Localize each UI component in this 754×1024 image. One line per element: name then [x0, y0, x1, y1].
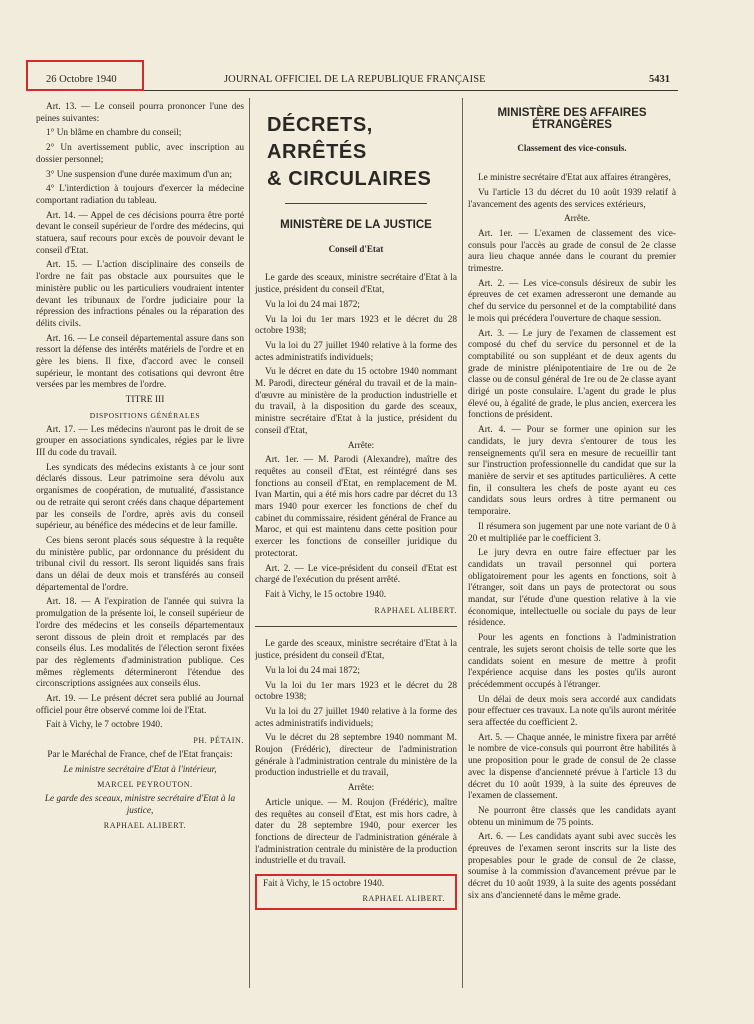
paragraph: Art. 14. — Appel de ces décisions pourra être porté devant le conseil supérieur de l'ordre des médecins, qui statuera, sauf recours pour excès de pouvoir devant le conseil d'Etat. [36, 210, 244, 256]
paragraph: Le garde des sceaux, ministre secrétaire d'Etat à la justice, président du conseil d'Etat, [255, 639, 457, 662]
divider [255, 626, 457, 627]
column-divider [462, 98, 463, 988]
column-left [36, 102, 244, 982]
paragraph: Art. 15. — L'action disciplinaire des conseils de l'ordre ne fait pas obstacle aux poursuites que le ministère public ou les particuliers voudraient intenter devant les tribunaux de l'ordre judiciaire pour la répression des infractions pénales ou la réparation des délits civils. [36, 260, 244, 329]
paragraph: Art. 13. — Le conseil pourra prononcer l'une des peines suivantes: [36, 102, 244, 124]
paragraph: Vu le décret en date du 15 octobre 1940 nommant M. Parodi, directeur général du travail et de la main-d'œuvre au ministère de la production industrielle et du travail, à la disposition du garde des sceaux, ministre secrétaire d'Etat à la justice, président du conseil d'Etat, [255, 367, 457, 436]
paragraph: Arrête: [347, 440, 375, 451]
highlight-box-date [26, 60, 144, 91]
paragraph: Vu l'article 13 du décret du 10 août 1939 relatif à l'avancement des agents des services extérieurs, [468, 187, 676, 210]
signature: RAPHAEL ALIBERT. [374, 605, 457, 615]
paragraph: Art. 3. — Le jury de l'examen de classement est composé du chef du service du personnel et de la comptabilité ou son suppléant et de deux agents du grade de ministre plénipotentiaire de 1re ou de 2e classe ou de consul général de 1re ou de 2e classe ayant dirigé un poste consulaire. L'agent du grade le plus élevé ou, à égalité de grade, le plus ancien, exercera les fonctions de président. [468, 328, 676, 421]
paragraph: Le ministre secrétaire d'Etat aux affaires étrangères, [478, 173, 671, 184]
subsection-heading: Classement des vice-consuls. [517, 143, 627, 154]
signature: RAPHAEL ALIBERT. [362, 893, 445, 903]
column-divider [249, 98, 250, 988]
signature: MARCEL PEYROUTON. [97, 780, 193, 790]
paragraph: Vu la loi du 27 juillet 1940 relative à la forme des actes administratifs individuels; [255, 340, 457, 363]
section-subheading: DISPOSITIONS GÉNÉRALES [89, 410, 201, 420]
paragraph: 3° Une suspension d'une durée maximum d'un an; [46, 169, 233, 180]
paragraph: Vu la loi du 24 mai 1872; [265, 299, 360, 310]
paragraph: Art. 4. — Pour se former une opinion sur les candidats, le jury devra s'entourer de tous les renseignements qu'il sera en mesure de recueillir tant sur l'instruction professionnelle du candidat que sur la manière de servir et ses aptitudes particulières. A cette fin, il consultera les chefs de poste ayant eu ces candidats sous leurs ordres à titre permanent ou temporaire. [468, 425, 676, 518]
paragraph: Ne pourront être classés que les candidats ayant obtenu un minimum de 75 points. [468, 805, 676, 828]
ministry-heading: MINISTÈRE DE LA JUSTICE [280, 219, 432, 231]
page-number: 5431 [649, 74, 670, 85]
paragraph: Le ministre secrétaire d'Etat à l'intérieur, [63, 764, 217, 775]
paragraph: 1° Un blâme en chambre du conseil; [46, 128, 182, 139]
paragraph: Pour les agents en fonctions à l'administration centrale, les sujets seront choisis de telle sorte que les candidats soient en mesure de mettre à profit l'expérience acquise dans les postes qu'ils auront précédemment occupés à l'étranger. [468, 633, 676, 690]
journal-title: JOURNAL OFFICIEL DE LA REPUBLIQUE FRANÇAISE [224, 74, 486, 85]
paragraph: Art. 1er. — L'examen de classement des vice-consuls pour l'accès au grade de consul de 2e classe aura lieu chaque année dans le courant du premier trimestre. [468, 228, 676, 275]
paragraph: Le garde des sceaux, ministre secrétaire d'Etat à la justice, président du conseil d'Etat, [255, 273, 457, 296]
paragraph: 2° Un avertissement public, avec inscription au dossier personnel; [36, 143, 244, 165]
paragraph: Art. 18. — A l'expiration de l'année qui suivra la promulgation de la présente loi, le conseil supérieur de l'ordre des médecins et les conseils départementaux seront dissous de plein droit et remplacés par des conseils élus. Les modalités de l'élection seront fixées par des règlements d'administration publique. Ces mêmes règlements détermineront l'étendue des circonscriptions assignées aux conseils élus. [36, 597, 244, 690]
signature: RAPHAEL ALIBERT. [103, 821, 187, 831]
paragraph: Art. 16. — Le conseil départemental assure dans son ressort la défense des intérêts matériels de l'ordre et en gère les biens. Il fixe, d'accord avec le conseil supérieur, le montant des cotisations qui devront être versées par les membres de l'ordre. [36, 333, 244, 391]
paragraph: Vu le décret du 28 septembre 1940 nommant M. Roujon (Frédéric), directeur de l'administration générale à l'administration centrale du ministère de la production industrielle et du travail, [255, 733, 457, 779]
paragraph: Arrête: [347, 783, 375, 794]
paragraph: Fait à Vichy, le 15 octobre 1940. [265, 589, 387, 600]
paragraph: Fait à Vichy, le 7 octobre 1940. [46, 720, 163, 731]
paragraph: Ces biens seront placés sous séquestre à la requête du ministère public, par ordonnance du président du tribunal civil du ressort. Ils seront liquidés sans frais dans un délai de deux mois et transférés au conseil départemental de l'ordre. [36, 535, 244, 593]
paragraph: Art. 19. — Le présent décret sera publié au Journal officiel pour être observé comme loi de l'Etat. [36, 694, 244, 716]
paragraph: Les syndicats des médecins existants à ce jour sont déclarés dissous. Leur patrimoine sera dévolu aux organismes de coopération, de mutualité, d'assistance ou de retraite qui seront créés dans chaque département par les conseils de l'ordre, après avis du conseil supérieur, au bénéfice des médecins et de leur famille. [36, 462, 244, 532]
section-title [267, 112, 457, 193]
paragraph: Art. 1er. — M. Parodi (Alexandre), maître des requêtes au conseil d'Etat, est réintégré dans ses fonctions au conseil d'Etat, en remplacement de M. Ivan Martin, qui a été mis hors cadre par décret du 13 mars 1940 pour exercer les fonctions de chef du cabinet du commissaire, résident général de France au Maroc, et qui est maintenu dans cette position pour exercer les fonctions de conseiller juridique du protectorat. [255, 455, 457, 559]
divider [285, 203, 427, 204]
paragraph: Il résumera son jugement par une note variant de 0 à 20 et multipliée par le coefficient 3. [468, 521, 676, 544]
paragraph: Arrête. [563, 214, 591, 225]
paragraph: Par le Maréchal de France, chef de l'Etat français: [47, 749, 233, 760]
paragraph: Vu la loi du 27 juillet 1940 relative à la forme des actes administratifs individuels; [255, 706, 457, 729]
subsection-heading: Conseil d'Etat [328, 243, 384, 254]
paragraph: Art. 2. — Les vice-consuls désireux de subir les épreuves de cet examen adresseront une demande au chef du service du personnel et de la comptabilité dans le mois qui précédera l'ouverture de chaque session. [468, 278, 676, 324]
column-middle [255, 102, 457, 992]
section-title-line: DÉCRETS, ARRÊTÉS [267, 114, 373, 163]
paragraph: Le garde des sceaux, ministre secrétaire d'Etat à la justice, [44, 793, 236, 816]
paragraph: Vu la loi du 1er mars 1923 et le décret du 28 octobre 1938; [255, 314, 457, 337]
header-date: 26 Octobre 1940 [46, 74, 117, 85]
signature: PH. PÉTAIN. [193, 736, 244, 746]
paragraph: 4° L'interdiction à toujours d'exercer la médecine comportant radiation du tableau. [36, 184, 244, 206]
column-right [468, 102, 676, 982]
section-heading: TITRE III [125, 395, 165, 406]
paragraph: Art. 5. — Chaque année, le ministre fixera par arrêté le nombre de vice-consuls qui pourront être habilités à une proposition pour le grade de consul de 2e classe avec la dispense d'ancienneté prévue à l'article 13 du décret du 10 août 1939, à la suite des épreuves de l'examen de classement. [468, 732, 676, 802]
paragraph: Vu la loi du 1er mars 1923 et le décret du 28 octobre 1938; [255, 680, 457, 703]
ministry-heading: MINISTÈRE DES AFFAIRES ÉTRANGÈRES [497, 107, 647, 131]
highlight-box-signature [255, 874, 457, 910]
paragraph: Art. 2. — Le vice-président du conseil d'Etat est chargé de l'exécution du présent arrêté. [255, 563, 457, 586]
paragraph: Un délai de deux mois sera accordé aux candidats pour effectuer ces travaux. La note qu'ils auront méritée sera affectée du coefficient 2. [468, 694, 676, 729]
paragraph: Le jury devra en outre faire effectuer par les candidats un travail personnel qui portera obligatoirement pour les agents en fonctions, soit à l'étranger, soit dans un pays de protectorat ou sous mandat, sur l'étude d'une question relative à la vie économique, intellectuelle ou sociale du pays de leur résidence. [468, 548, 676, 629]
paragraph: Article unique. — M. Roujon (Frédéric), maître des requêtes au conseil d'Etat, est mis hors cadre, à dater du 28 septembre 1940, pour exercer les fonctions de directeur de l'administration générale à l'administration centrale du ministère de la production industrielle et du travail. [255, 797, 457, 867]
paragraph: Vu la loi du 24 mai 1872; [265, 665, 360, 676]
paragraph: Fait à Vichy, le 15 octobre 1940. [263, 879, 385, 890]
section-title-line: & CIRCULAIRES [267, 168, 432, 190]
paragraph: Art. 6. — Les candidats ayant subi avec succès les épreuves de l'examen seront inscrits sur la liste des propesables pour le grade de consul de 2e classe, soumise à la commission d'avancement prévue par le décret du 10 août 1939, à la suite des agents possédant six ans d'ancienneté dans le même grade. [468, 832, 676, 901]
paragraph: Art. 17. — Les médecins n'auront pas le droit de se grouper en associations syndicales, régies par le livre III du code du travail. [36, 424, 244, 458]
